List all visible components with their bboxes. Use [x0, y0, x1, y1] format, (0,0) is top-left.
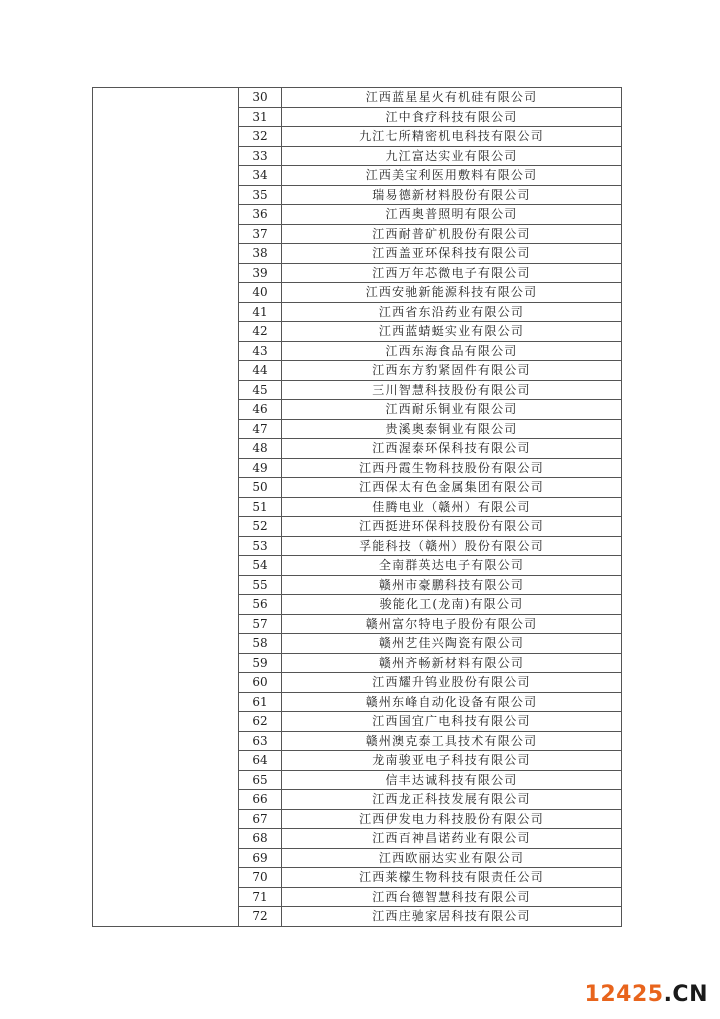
- row-number: 65: [239, 770, 282, 790]
- company-name: 江西龙正科技发展有限公司: [282, 790, 622, 810]
- company-name: 江中食疗科技有限公司: [282, 107, 622, 127]
- row-number: 45: [239, 380, 282, 400]
- row-number: 51: [239, 497, 282, 517]
- company-name: 赣州东峰自动化设备有限公司: [282, 692, 622, 712]
- company-name: 江西盖亚环保科技有限公司: [282, 244, 622, 264]
- row-number: 71: [239, 887, 282, 907]
- company-name: 骏能化工(龙南)有限公司: [282, 595, 622, 615]
- row-number: 68: [239, 829, 282, 849]
- company-name: 赣州澳克泰工具技术有限公司: [282, 731, 622, 751]
- company-table: [92, 87, 622, 927]
- row-number: 69: [239, 848, 282, 868]
- row-number: 41: [239, 302, 282, 322]
- company-name: 江西万年芯微电子有限公司: [282, 263, 622, 283]
- company-name: 江西国宜广电科技有限公司: [282, 712, 622, 732]
- company-name: 江西保太有色金属集团有限公司: [282, 478, 622, 498]
- company-name: 九江富达实业有限公司: [282, 146, 622, 166]
- row-number: 46: [239, 400, 282, 420]
- site-watermark: [585, 982, 708, 1007]
- row-number: 61: [239, 692, 282, 712]
- company-name: 江西丹霞生物科技股份有限公司: [282, 458, 622, 478]
- row-number: 56: [239, 595, 282, 615]
- company-name: 江西耐乐铜业有限公司: [282, 400, 622, 420]
- company-name: 赣州富尔特电子股份有限公司: [282, 614, 622, 634]
- row-number: 62: [239, 712, 282, 732]
- row-number: 52: [239, 517, 282, 537]
- company-name: 贵溪奥泰铜业有限公司: [282, 419, 622, 439]
- row-number: 43: [239, 341, 282, 361]
- company-name: 江西台德智慧科技有限公司: [282, 887, 622, 907]
- company-name: 九江七所精密机电科技有限公司: [282, 127, 622, 147]
- row-number: 55: [239, 575, 282, 595]
- row-number: 66: [239, 790, 282, 810]
- row-number: 59: [239, 653, 282, 673]
- row-number: 34: [239, 166, 282, 186]
- row-number: 58: [239, 634, 282, 654]
- company-name: 江西安驰新能源科技有限公司: [282, 283, 622, 303]
- row-number: 36: [239, 205, 282, 225]
- row-number: 50: [239, 478, 282, 498]
- company-name: 江西蓝蜻蜓实业有限公司: [282, 322, 622, 342]
- company-name: 江西东海食品有限公司: [282, 341, 622, 361]
- row-number: 39: [239, 263, 282, 283]
- company-name: 龙南骏亚电子科技有限公司: [282, 751, 622, 771]
- row-number: 72: [239, 907, 282, 927]
- row-number: 47: [239, 419, 282, 439]
- company-name: 瑞易德新材料股份有限公司: [282, 185, 622, 205]
- company-name: 赣州市豪鹏科技有限公司: [282, 575, 622, 595]
- table-row: [93, 88, 622, 108]
- row-number: 40: [239, 283, 282, 303]
- row-number: 48: [239, 439, 282, 459]
- company-table-body: [93, 88, 622, 927]
- watermark-number: 12425: [584, 982, 664, 1007]
- row-number: 38: [239, 244, 282, 264]
- watermark-domain: .CN: [663, 982, 708, 1007]
- row-number: 49: [239, 458, 282, 478]
- company-name: 江西省东沿药业有限公司: [282, 302, 622, 322]
- company-name: 江西莱檬生物科技有限责任公司: [282, 868, 622, 888]
- company-name: 赣州艺佳兴陶瓷有限公司: [282, 634, 622, 654]
- company-name: 江西东方豹紧固件有限公司: [282, 361, 622, 381]
- company-name: 江西渥泰环保科技有限公司: [282, 439, 622, 459]
- row-number: 54: [239, 556, 282, 576]
- company-name: 佳腾电业（赣州）有限公司: [282, 497, 622, 517]
- company-name: 三川智慧科技股份有限公司: [282, 380, 622, 400]
- row-number: 64: [239, 751, 282, 771]
- company-name: 江西美宝利医用敷料有限公司: [282, 166, 622, 186]
- company-name: 江西耀升钨业股份有限公司: [282, 673, 622, 693]
- company-name: 江西蓝星星火有机硅有限公司: [282, 88, 622, 108]
- row-number: 35: [239, 185, 282, 205]
- merged-left-cell: [93, 88, 239, 927]
- company-name: 江西百神昌诺药业有限公司: [282, 829, 622, 849]
- row-number: 44: [239, 361, 282, 381]
- row-number: 33: [239, 146, 282, 166]
- row-number: 32: [239, 127, 282, 147]
- company-name: 孚能科技（赣州）股份有限公司: [282, 536, 622, 556]
- row-number: 57: [239, 614, 282, 634]
- row-number: 60: [239, 673, 282, 693]
- row-number: 70: [239, 868, 282, 888]
- company-name: 江西挺进环保科技股份有限公司: [282, 517, 622, 537]
- row-number: 63: [239, 731, 282, 751]
- company-name: 信丰达诚科技有限公司: [282, 770, 622, 790]
- company-name: 江西伊发电力科技股份有限公司: [282, 809, 622, 829]
- company-name: 江西奥普照明有限公司: [282, 205, 622, 225]
- row-number: 37: [239, 224, 282, 244]
- row-number: 31: [239, 107, 282, 127]
- row-number: 42: [239, 322, 282, 342]
- row-number: 67: [239, 809, 282, 829]
- company-name: 全南群英达电子有限公司: [282, 556, 622, 576]
- company-name: 江西耐普矿机股份有限公司: [282, 224, 622, 244]
- company-name: 赣州齐畅新材料有限公司: [282, 653, 622, 673]
- company-name: 江西庄驰家居科技有限公司: [282, 907, 622, 927]
- company-name: 江西欧丽达实业有限公司: [282, 848, 622, 868]
- row-number: 53: [239, 536, 282, 556]
- row-number: 30: [239, 88, 282, 108]
